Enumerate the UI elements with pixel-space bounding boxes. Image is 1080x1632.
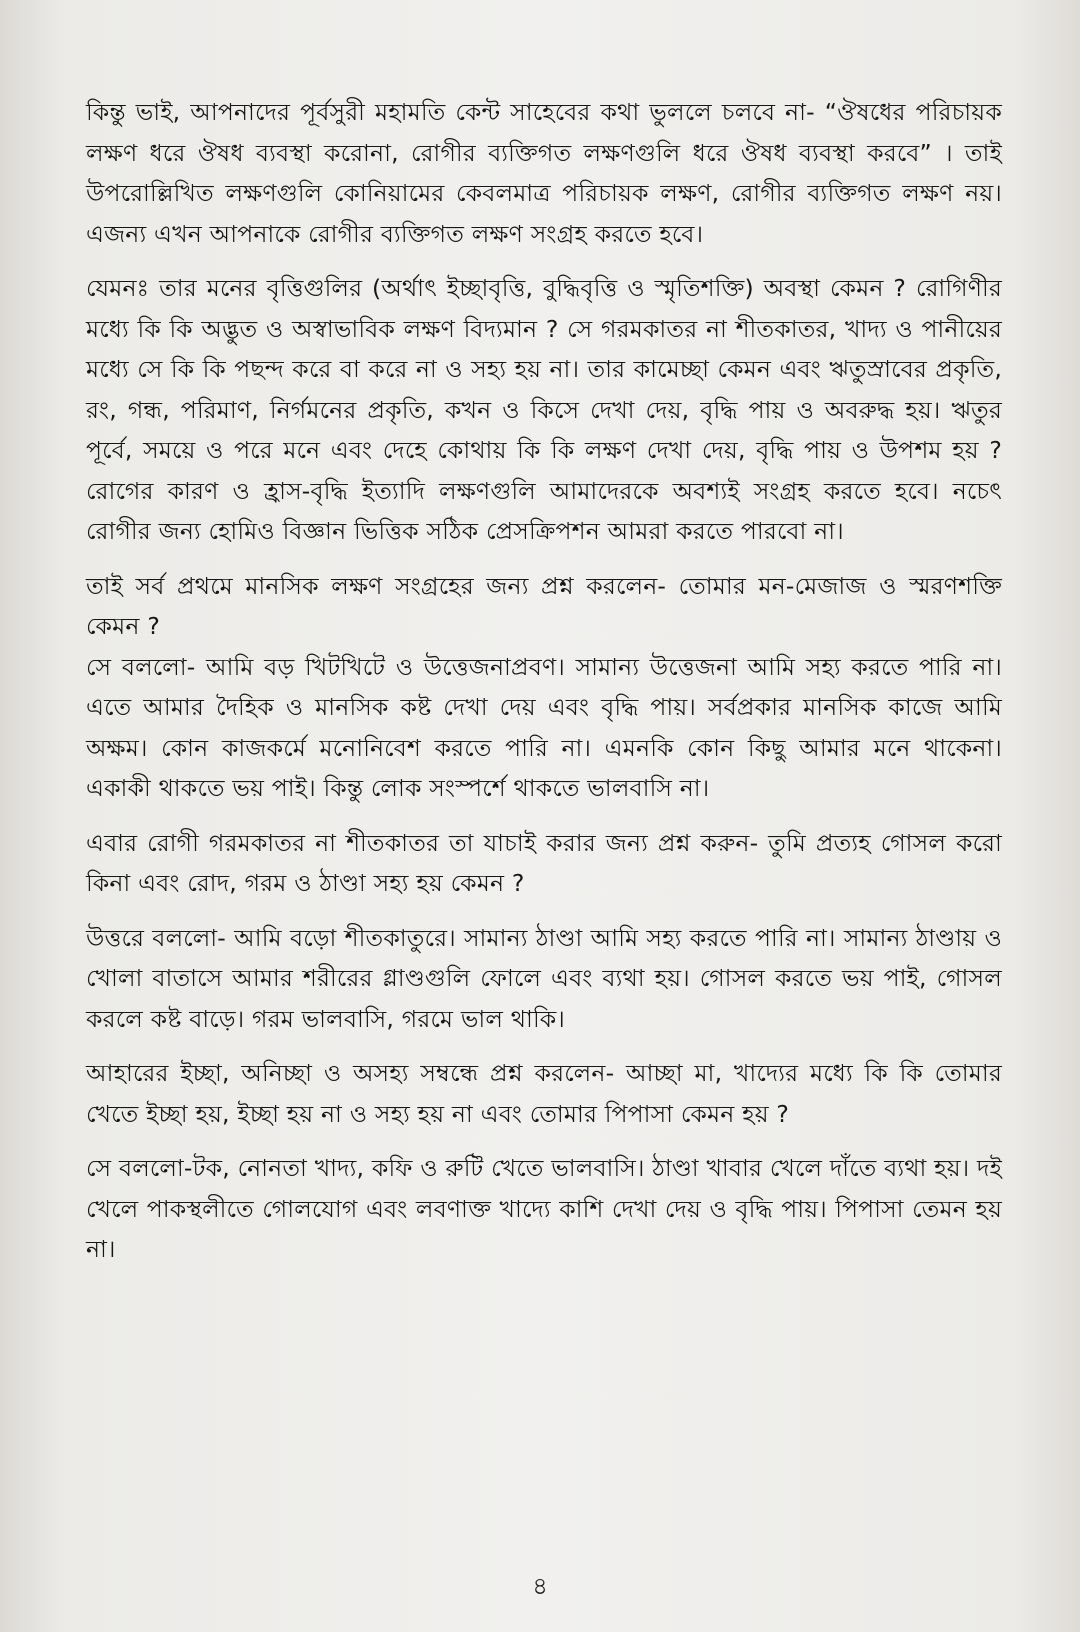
paragraph-mental-question: তাই সর্ব প্রথমে মানসিক লক্ষণ সংগ্রহের জন্য প্রশ্ন করলেন- তোমার মন-মেজাজ ও স্মরণশক্তি কেমন ?: [86, 571, 1002, 640]
page-body: [86, 92, 1002, 1284]
paragraph-kent-quote: কিন্তু ভাই, আপনাদের পূর্বসুরী মহামতি কেন্ট সাহেবের কথা ভুললে চলবে না- “ঔষধের পরিচায়ক লক্ষণ ধরে ঔষধ ব্যবস্থা করোনা, রোগীর ব্যক্তিগত লক্ষণগুলি ধরে ঔষধ ব্যবস্থা করবে” । তাই উপরোল্লিখিত লক্ষণগুলি কোনিয়ামের কেবলমাত্র পরিচায়ক লক্ষণ, রোগীর ব্যক্তিগত লক্ষণ নয়। এজন্য এখন আপনাকে রোগীর ব্যক্তিগত লক্ষণ সংগ্রহ করতে হবে।: [86, 98, 1002, 248]
page-number: ৪: [532, 1572, 548, 1600]
paragraph-symptom-questions: যেমনঃ তার মনের বৃত্তিগুলির (অর্থাৎ ইচ্ছাবৃত্তি, বুদ্ধিবৃত্তি ও স্মৃতিশক্তি) অবস্থা কেমন ? রোগিণীর মধ্যে কি কি অদ্ভুত ও অস্বাভাবিক লক্ষণ বিদ্যমান ? সে গরমকাতর না শীতকাতর, খাদ্য ও পানীয়ের মধ্যে সে কি কি পছন্দ করে বা করে না ও সহ্য হয় না। তার কামেচ্ছা কেমন এবং ঋতুস্রাবের প্রকৃতি, রং, গন্ধ, পরিমাণ, নির্গমনের প্রকৃতি, কখন ও কিসে দেখা দেয়, বৃদ্ধি পায় ও অবরুদ্ধ হয়। ঋতুর পূর্বে, সময়ে ও পরে মনে এবং দেহে কোথায় কি কি লক্ষণ দেখা দেয়, বৃদ্ধি পায় ও উপশম হয় ? রোগের কারণ ও হ্রাস-বৃদ্ধি ইত্যাদি লক্ষণগুলি আমাদেরকে অবশ্যই সংগ্রহ করতে হবে। নচেৎ রোগীর জন্য হোমিও বিজ্ঞান ভিত্তিক সঠিক প্রেসক্রিপশন আমরা করতে পারবো না।: [86, 274, 1002, 545]
paragraph-mental-answer: সে বললো- আমি বড় খিটখিটে ও উত্তেজনাপ্রবণ। সামান্য উত্তেজনা আমি সহ্য করতে পারি না। এতে আমার দৈহিক ও মানসিক কষ্ট দেখা দেয় এবং বৃদ্ধি পায়। সর্বপ্রকার মানসিক কাজে আমি অক্ষম। কোন কাজকর্মে মনোনিবেশ করতে পারি না। এমনকি কোন কিছু আমার মনে থাকেনা। একাকী থাকতে ভয় পাই। কিন্তু লোক সংস্পর্শে থাকতে ভালবাসি না।: [86, 652, 1002, 802]
paragraph-thermal-answer: উত্তরে বললো- আমি বড়ো শীতকাতুরে। সামান্য ঠাণ্ডা আমি সহ্য করতে পারি না। সামান্য ঠাণ্ডায় ও খোলা বাতাসে আমার শরীরের গ্লাণ্ডগুলি ফোলে এবং ব্যথা হয়। গোসল করতে ভয় পাই, গোসল করলে কষ্ট বাড়ে। গরম ভালবাসি, গরমে ভাল থাকি।: [86, 923, 1002, 1033]
paragraph-thermal-question: এবার রোগী গরমকাতর না শীতকাতর তা যাচাই করার জন্য প্রশ্ন করুন- তুমি প্রত্যহ গোসল করো কিনা এবং রোদ, গরম ও ঠাণ্ডা সহ্য হয় কেমন ?: [86, 828, 1002, 897]
paragraph-food-question: আহারের ইচ্ছা, অনিচ্ছা ও অসহ্য সম্বন্ধে প্রশ্ন করলেন- আচ্ছা মা, খাদ্যের মধ্যে কি কি তোমার খেতে ইচ্ছা হয়, ইচ্ছা হয় না ও সহ্য হয় না এবং তোমার পিপাসা কেমন হয় ?: [86, 1059, 1002, 1128]
paragraph-food-answer: সে বললো-টক, নোনতা খাদ্য, কফি ও রুটি খেতে ভালবাসি। ঠাণ্ডা খাবার খেলে দাঁতে ব্যথা হয়। দই খেলে পাকস্থলীতে গোলযোগ এবং লবণাক্ত খাদ্যে কাশি দেখা দেয় ও বৃদ্ধি পায়। পিপাসা তেমন হয় না।: [86, 1154, 1002, 1263]
